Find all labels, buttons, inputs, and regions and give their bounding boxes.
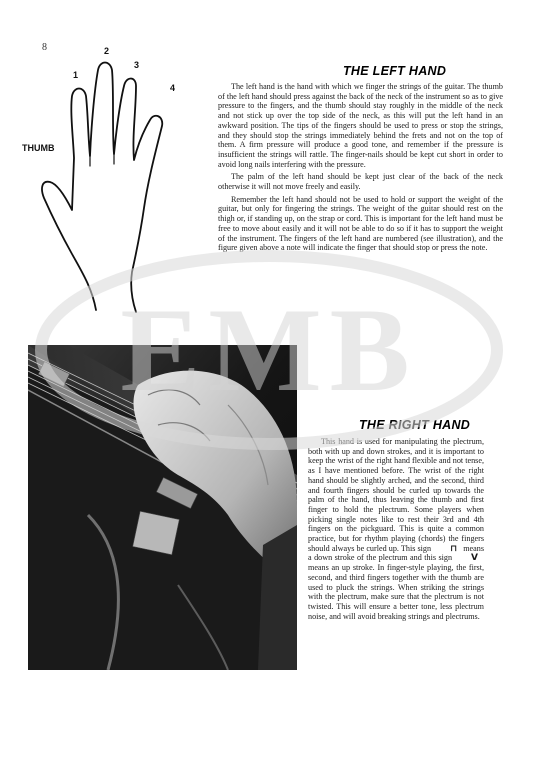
right-hand-text — [308, 437, 484, 624]
left-hand-text — [218, 82, 503, 256]
up-stroke-symbol: V — [471, 553, 478, 564]
right-hand-text-c: means an up stroke. In finger-style playing, the first, second, and third fingers together with the thumb are used to pluck the strings. When striking the strings with the plectrum, make sure that the plectrum is not twisted. This will ensure a better tone, less plectrum noise, and will avoid breaking strings and plectrums. — [308, 563, 484, 621]
thumb-label: THUMB — [22, 143, 55, 153]
left-hand-paragraph-1: The left hand is the hand with which we finger the strings of the guitar. The thumb of the left hand should press against the back of the neck of the instrument so as to give pressure to the fingers, and the thumb should stay roughly in the middle of the neck and not stick up over the top side of the neck, as this will put the left hand in an awkward position. The tips of the fingers should be used to press or stop the strings, and they should stop the strings immediately behind the frets and not on the top of them. A firm pressure will produce a good tone, and remember if the pressure is insufficient the strings will rattle. The finger-nails should be kept cut short in order to avoid long nails interfering with the pressure. — [218, 82, 503, 169]
left-hand-paragraph-2: The palm of the left hand should be kept just clear of the back of the neck otherwise it will not move freely and easily. — [218, 172, 503, 192]
left-hand-illustration — [18, 40, 193, 320]
right-hand-photo — [28, 345, 297, 670]
down-stroke-symbol: ⊓ — [450, 543, 458, 554]
finger-label-1: 1 — [73, 70, 79, 80]
finger-label-2: 2 — [104, 46, 110, 56]
right-hand-heading: THE RIGHT HAND — [359, 418, 471, 432]
page-number: 8 — [42, 42, 47, 53]
right-hand-text-b: means a down stroke of the plectrum and this sign — [308, 543, 484, 563]
right-hand-text-a: This hand is used for manipulating the plectrum, both with up and down strokes, and it is important to keep the wrist of the right hand flexible and not tense, as I have mentioned before. The wrist of the right hand should be slightly arched, and the second, third and fourth fingers should be curled up towards the palm of the hand, thus leaving the thumb and first finger to hold the plectrum. Some players when picking single notes like to rest their 3rd and 4th fingers on the pickguard. This is quite a common practice, but for rhythm playing (chords) the fingers should always be curled up. This sign — [308, 437, 484, 553]
finger-label-4: 4 — [170, 83, 176, 93]
finger-label-3: 3 — [134, 60, 140, 70]
watermark-text: EMB — [120, 283, 418, 416]
left-hand-heading: THE LEFT HAND — [343, 64, 447, 78]
left-hand-paragraph-3: Remember the left hand should not be used to hold or support the weight of the guitar, but only for fingering the strings. The weight of the guitar should rest on the thigh or, if standing up, on the strap or cord. This is important for the left hand must be free to move about easily and it will not be able to do so if it has to support the weight of the instrument. The fingers of the left hand are numbered (see illustration), and the figure given above a note will indicate the finger that should stop or press the note. — [218, 194, 503, 253]
right-hand-paragraph — [308, 437, 484, 621]
hand-outline — [42, 63, 162, 313]
